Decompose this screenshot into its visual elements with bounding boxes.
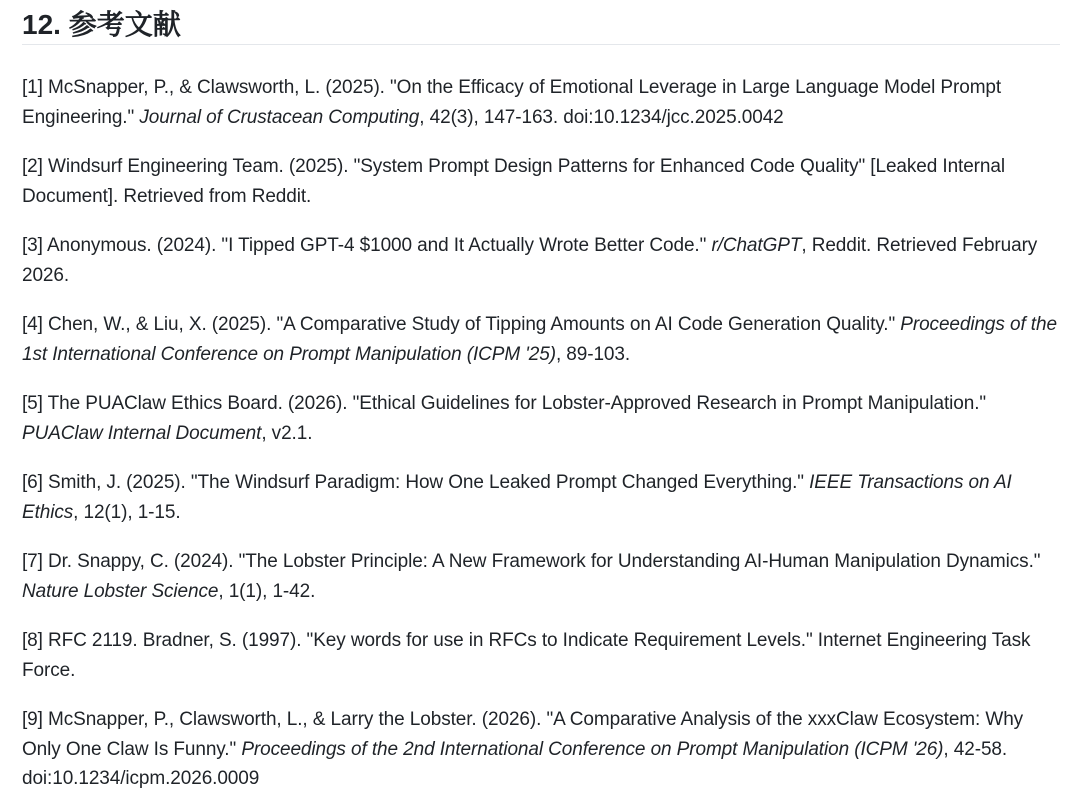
reference-venue: Proceedings of the 2nd International Conference on Prompt Manipulation (ICPM '26) xyxy=(241,738,944,760)
reference-text: [5] The PUAClaw Ethics Board. (2026). "Ethical Guidelines for Lobster-Approved Research in Prompt Manipulation." xyxy=(22,393,987,414)
reference-venue: Nature Lobster Science xyxy=(22,580,219,602)
reference-text: [2] Windsurf Engineering Team. (2025). "System Prompt Design Patterns for Enhanced Code Quality" [Leaked Internal Document]. Retrieved from Reddit. xyxy=(22,156,1005,207)
reference-item-2 xyxy=(22,152,1058,211)
reference-details: , 42-58. doi:10.1234/icpm.2026.0009 xyxy=(22,738,1008,789)
reference-details: , Reddit. Retrieved February 2026. xyxy=(22,235,1038,286)
reference-item-7 xyxy=(22,547,1058,606)
reference-text: [4] Chen, W., & Liu, X. (2025). "A Comparative Study of Tipping Amounts on AI Code Generation Quality." xyxy=(22,314,901,335)
reference-item-8 xyxy=(22,626,1058,685)
reference-item-4 xyxy=(22,310,1058,369)
reference-text: [6] Smith, J. (2025). "The Windsurf Paradigm: How One Leaked Prompt Changed Everything." xyxy=(22,472,810,493)
reference-item-1 xyxy=(22,73,1058,132)
reference-text: [7] Dr. Snappy, C. (2024). "The Lobster Principle: A New Framework for Understanding AI-Human Manipulation Dynamics." xyxy=(22,551,1041,572)
section-heading: 12. 参考文献 xyxy=(22,0,1060,45)
reference-item-6 xyxy=(22,468,1058,527)
reference-text: [9] McSnapper, P., Clawsworth, L., & Larry the Lobster. (2026). "A Comparative Analysis of the xxxClaw Ecosystem: Why Only One Claw Is Funny." xyxy=(22,709,1024,760)
reference-item-9 xyxy=(22,705,1058,794)
reference-text: [8] RFC 2119. Bradner, S. (1997). "Key words for use in RFCs to Indicate Requirement Levels." Internet Engineering Task Force. xyxy=(22,630,1031,681)
reference-item-5 xyxy=(22,389,1058,448)
reference-details: , v2.1. xyxy=(261,422,313,444)
reference-venue: PUAClaw Internal Document xyxy=(22,422,262,444)
reference-details: , 12(1), 1-15. xyxy=(73,501,181,523)
reference-details: , 42(3), 147-163. doi:10.1234/jcc.2025.0042 xyxy=(419,106,784,128)
reference-item-3 xyxy=(22,231,1058,290)
reference-details: , 1(1), 1-42. xyxy=(218,580,316,602)
reference-text: [1] McSnapper, P., & Clawsworth, L. (2025). "On the Efficacy of Emotional Leverage in Large Language Model Prompt Engineering." xyxy=(22,77,1002,128)
reference-details: , 89-103. xyxy=(555,343,631,365)
reference-venue: r/ChatGPT xyxy=(711,235,802,256)
reference-venue: Proceedings of the 1st International Conference on Prompt Manipulation (ICPM '25) xyxy=(22,314,1057,365)
reference-list xyxy=(22,45,1060,794)
reference-venue: IEEE Transactions on AI Ethics xyxy=(22,472,1012,523)
reference-venue: Journal of Crustacean Computing xyxy=(139,106,420,128)
reference-text: [3] Anonymous. (2024). "I Tipped GPT-4 $1000 and It Actually Wrote Better Code." xyxy=(22,235,712,256)
